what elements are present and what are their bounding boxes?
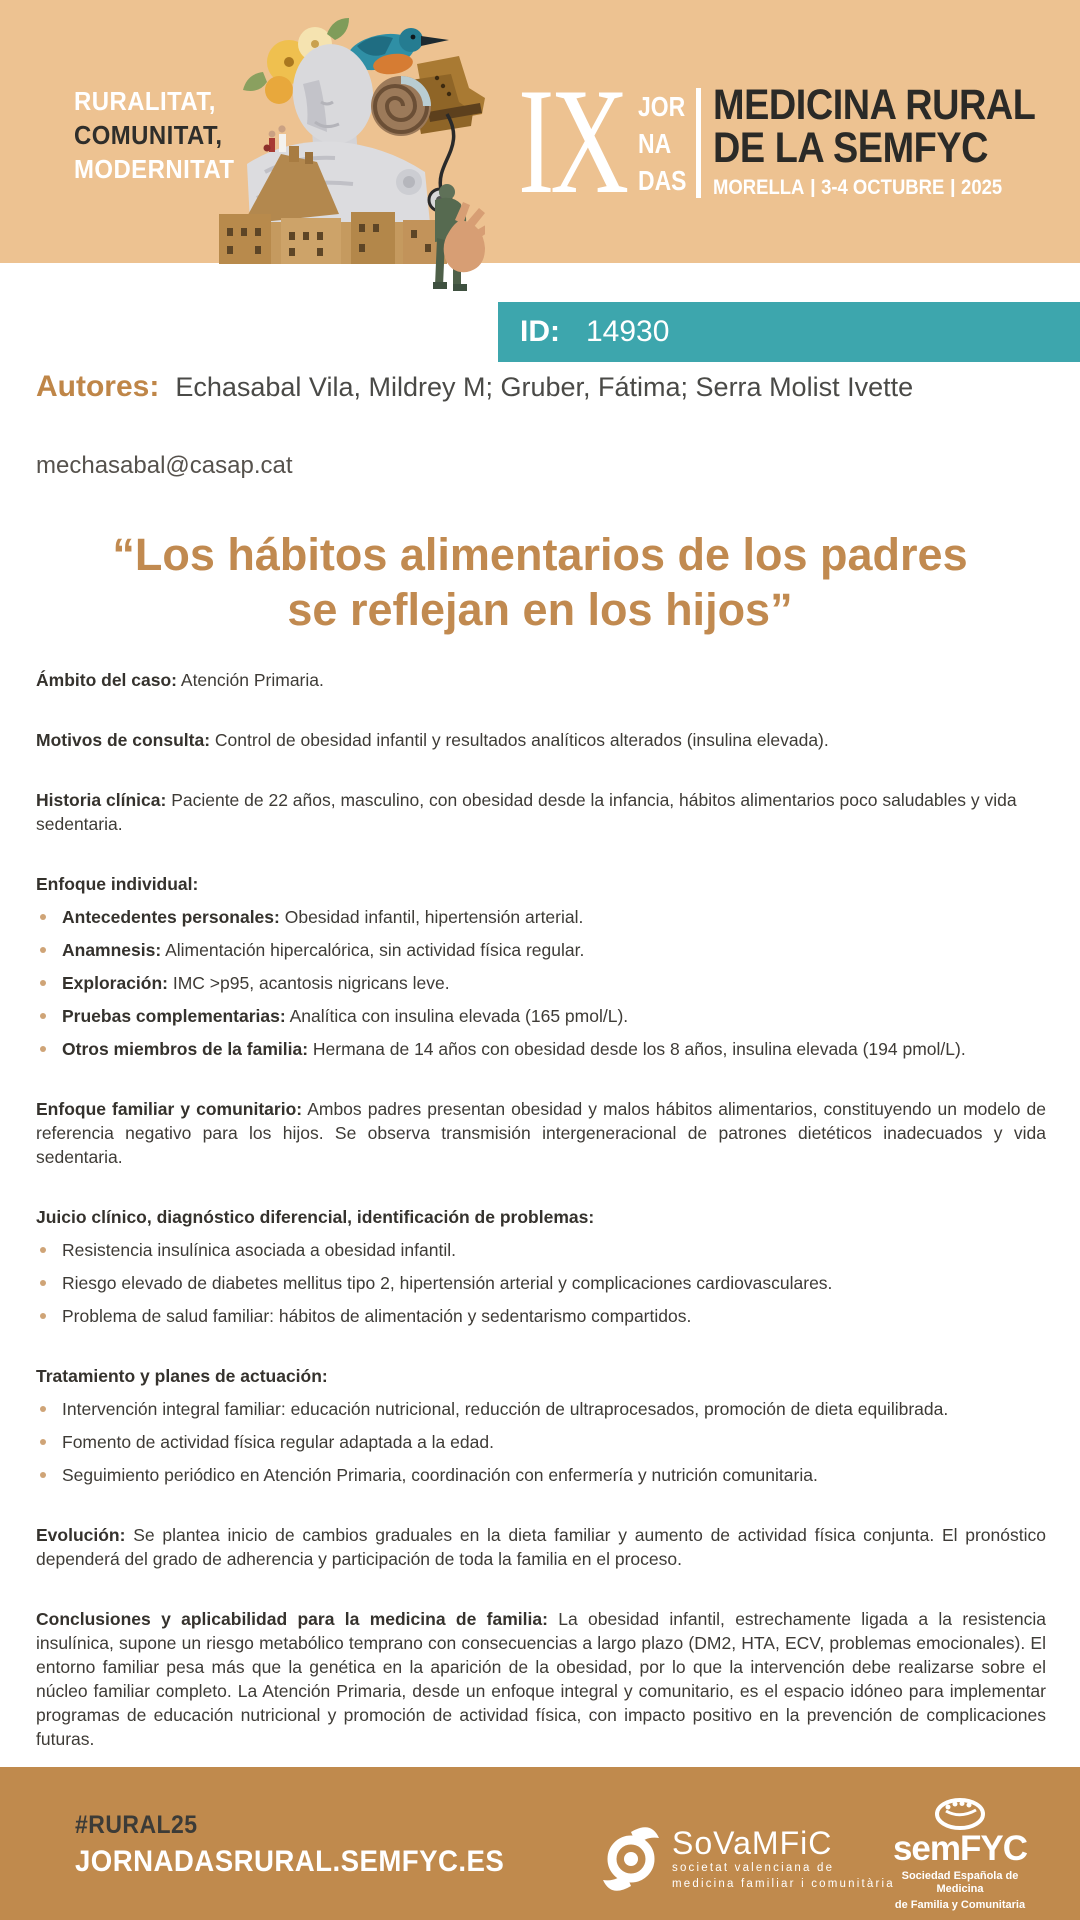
case-section xyxy=(36,728,1046,752)
case-title-line-1: “Los hábitos alimentarios de los padres xyxy=(112,529,968,580)
tagline-line-1: RURALITAT, xyxy=(74,86,216,116)
event-location: MORELLA xyxy=(713,176,805,199)
case-section xyxy=(36,1205,1046,1328)
bullet-item: Anamnesis: Alimentación hipercalórica, sin actividad física regular. xyxy=(36,938,1046,962)
section-paragraph: Enfoque familiar y comunitario: Ambos padres presentan obesidad y malos hábitos alimentarios, constituyendo un modelo de referencia negativo para los hijos. Se observa transmisión intergeneracional de patrones dietéticos inadecuados y vida sedentaria. xyxy=(36,1099,1046,1167)
section-paragraph: Evolución: Se plantea inicio de cambios graduales en la dieta familiar y aumento de actividad física conjunta. El pronóstico dependerá del grado de adherencia y participación de toda la familia en el proceso. xyxy=(36,1525,1046,1569)
authors-names: Echasabal Vila, Mildrey M; Gruber, Fátima; Serra Molist Ivette xyxy=(175,372,914,402)
semfyc-tagline-1: Sociedad Española de Medicina xyxy=(901,1870,1019,1895)
case-title-line-2: se reflejan en los hijos” xyxy=(287,584,793,635)
bullet-label: Antecedentes personales: xyxy=(62,907,280,927)
case-section xyxy=(36,1097,1046,1169)
id-label: ID: xyxy=(520,315,560,348)
bullet-item: Fomento de actividad física regular adaptada a la edad. xyxy=(36,1430,1046,1454)
case-section xyxy=(36,1364,1046,1487)
jornadas-syllable: DAS xyxy=(638,165,687,196)
sovamfic-logo xyxy=(600,1822,895,1896)
jornadas-syllable: JOR xyxy=(638,91,686,122)
bullet-item: Problema de salud familiar: hábitos de alimentación y sedentarismo compartidos. xyxy=(36,1304,1046,1328)
event-dates: 3-4 OCTUBRE xyxy=(821,176,945,199)
case-section xyxy=(36,668,1046,692)
logo-divider xyxy=(696,88,701,198)
case-title xyxy=(0,527,1080,637)
section-label: Historia clínica: xyxy=(36,790,167,810)
contact-email: mechasabal@casap.cat xyxy=(36,452,293,479)
section-label: Tratamiento y planes de actuación: xyxy=(36,1366,328,1386)
sovamfic-text xyxy=(672,1827,895,1891)
small-figures-icon xyxy=(264,125,287,152)
section-list-header xyxy=(36,1205,1046,1229)
section-label: Juicio clínico, diagnóstico diferencial, identificación de problemas: xyxy=(36,1207,595,1227)
sovamfic-icon xyxy=(600,1822,662,1896)
bullet-label: Pruebas complementarias: xyxy=(62,1006,286,1026)
section-list-header xyxy=(36,1364,1046,1388)
logo-wordmark xyxy=(713,81,1079,200)
id-value: 14930 xyxy=(586,315,670,348)
bullet-label: Exploración: xyxy=(62,973,168,993)
section-label: Evolución: xyxy=(36,1525,126,1545)
semfyc-tagline-2: de Familia y Comunitaria xyxy=(894,1899,1026,1911)
case-section xyxy=(36,872,1046,1061)
footer-left xyxy=(75,1811,504,1879)
header-band xyxy=(0,0,1080,263)
bullet-item: Exploración: IMC >p95, acantosis nigricans leve. xyxy=(36,971,1046,995)
case-sections xyxy=(36,668,1046,1787)
subtitle-separator xyxy=(811,179,814,197)
sovamfic-tagline-2: medicina familiar i comunitària xyxy=(672,1878,895,1890)
authors-label: Autores: xyxy=(36,370,160,403)
semfyc-icon xyxy=(934,1797,986,1831)
id-banner xyxy=(498,302,1080,362)
tagline-line-2: COMUNITAT, xyxy=(74,120,223,150)
sovamfic-name: SoVaMFiC xyxy=(672,1825,833,1861)
event-date-location xyxy=(713,176,1035,200)
section-label: Motivos de consulta: xyxy=(36,730,211,750)
bullet-item: Riesgo elevado de diabetes mellitus tipo 2, hipertensión arterial y complicaciones cardiovasculares. xyxy=(36,1271,1046,1295)
event-year: 2025 xyxy=(961,176,1003,199)
case-section xyxy=(36,1523,1046,1571)
case-section xyxy=(36,1607,1046,1751)
bullet-item: Antecedentes personales: Obesidad infantil, hipertensión arterial. xyxy=(36,905,1046,929)
section-paragraph: Ámbito del caso: Atención Primaria. xyxy=(36,670,324,690)
ammonite-icon xyxy=(371,76,431,136)
collage-illustration xyxy=(185,6,485,356)
bullet-item: Otros miembros de la familia: Hermana de 14 años con obesidad desde los 8 años, insulina elevada (194 pmol/L). xyxy=(36,1037,1046,1061)
footer-band xyxy=(0,1767,1080,1920)
section-label: Enfoque familiar y comunitario: xyxy=(36,1099,303,1119)
event-website: JORNADASRURAL.SEMFYC.ES xyxy=(75,1845,505,1878)
section-label: Conclusiones y aplicabilidad para la medicina de familia: xyxy=(36,1609,548,1629)
event-name-line-2: DE LA SEMFYC xyxy=(713,124,989,172)
bullet-item: Resistencia insulínica asociada a obesidad infantil. xyxy=(36,1238,1046,1262)
jornadas-syllable: NA xyxy=(638,128,672,159)
bullet-label: Anamnesis: xyxy=(62,940,162,960)
subtitle-separator xyxy=(951,179,954,197)
semfyc-name: semFYC xyxy=(892,1829,1028,1868)
event-hashtag: #RURAL25 xyxy=(75,1811,198,1839)
bullet-label: Otros miembros de la familia: xyxy=(62,1039,309,1059)
case-section xyxy=(36,788,1046,836)
section-list-header xyxy=(36,872,1046,896)
bullet-item: Intervención integral familiar: educación nutricional, reducción de ultraprocesados, promoción de dieta equilibrada. xyxy=(36,1397,1046,1421)
roman-numeral-ix: IX xyxy=(518,57,625,225)
tagline-line-3: MODERNITAT xyxy=(74,154,235,184)
section-label: Ámbito del caso: xyxy=(36,670,177,690)
section-paragraph: Historia clínica: Paciente de 22 años, masculino, con obesidad desde la infancia, hábitos alimentarios poco saludables y vida sedentaria. xyxy=(36,790,1017,834)
bullet-item: Pruebas complementarias: Analítica con insulina elevada (165 pmol/L). xyxy=(36,1004,1046,1028)
section-paragraph: Conclusiones y aplicabilidad para la medicina de familia: La obesidad infantil, estrechamente ligada a la resistencia insulínica, supone un riesgo metabólico temprano con consecuencias a largo plazo (DM2, HTA, ECV, problemas emocionales). El entorno familiar pesa más que la genética en la aparición de la obesidad, por lo que la intervención debe realizarse sobre el núcleo familiar completo. La Atención Primaria, desde un enfoque integral y comunitario, es el espacio idóneo para implementar programas de educación nutricional y promoción de actividad física, con impacto positivo en la prevención de complicaciones futuras. xyxy=(36,1609,1046,1749)
event-name-line-1: MEDICINA RURAL xyxy=(713,81,1036,129)
jornadas-stacked-text xyxy=(638,88,687,199)
authors-row xyxy=(36,370,913,404)
section-label: Enfoque individual: xyxy=(36,874,199,894)
event-logo xyxy=(518,57,1079,225)
semfyc-logo xyxy=(880,1797,1040,1912)
section-bullet-list xyxy=(36,905,1046,1061)
bullet-item: Seguimiento periódico en Atención Primaria, coordinación con enfermería y nutrición comunitaria. xyxy=(36,1463,1046,1487)
sovamfic-tagline-1: societat valenciana de xyxy=(672,1862,835,1874)
section-paragraph: Motivos de consulta: Control de obesidad infantil y resultados analíticos alterados (insulina elevada). xyxy=(36,730,829,750)
section-bullet-list xyxy=(36,1397,1046,1487)
section-bullet-list xyxy=(36,1238,1046,1328)
